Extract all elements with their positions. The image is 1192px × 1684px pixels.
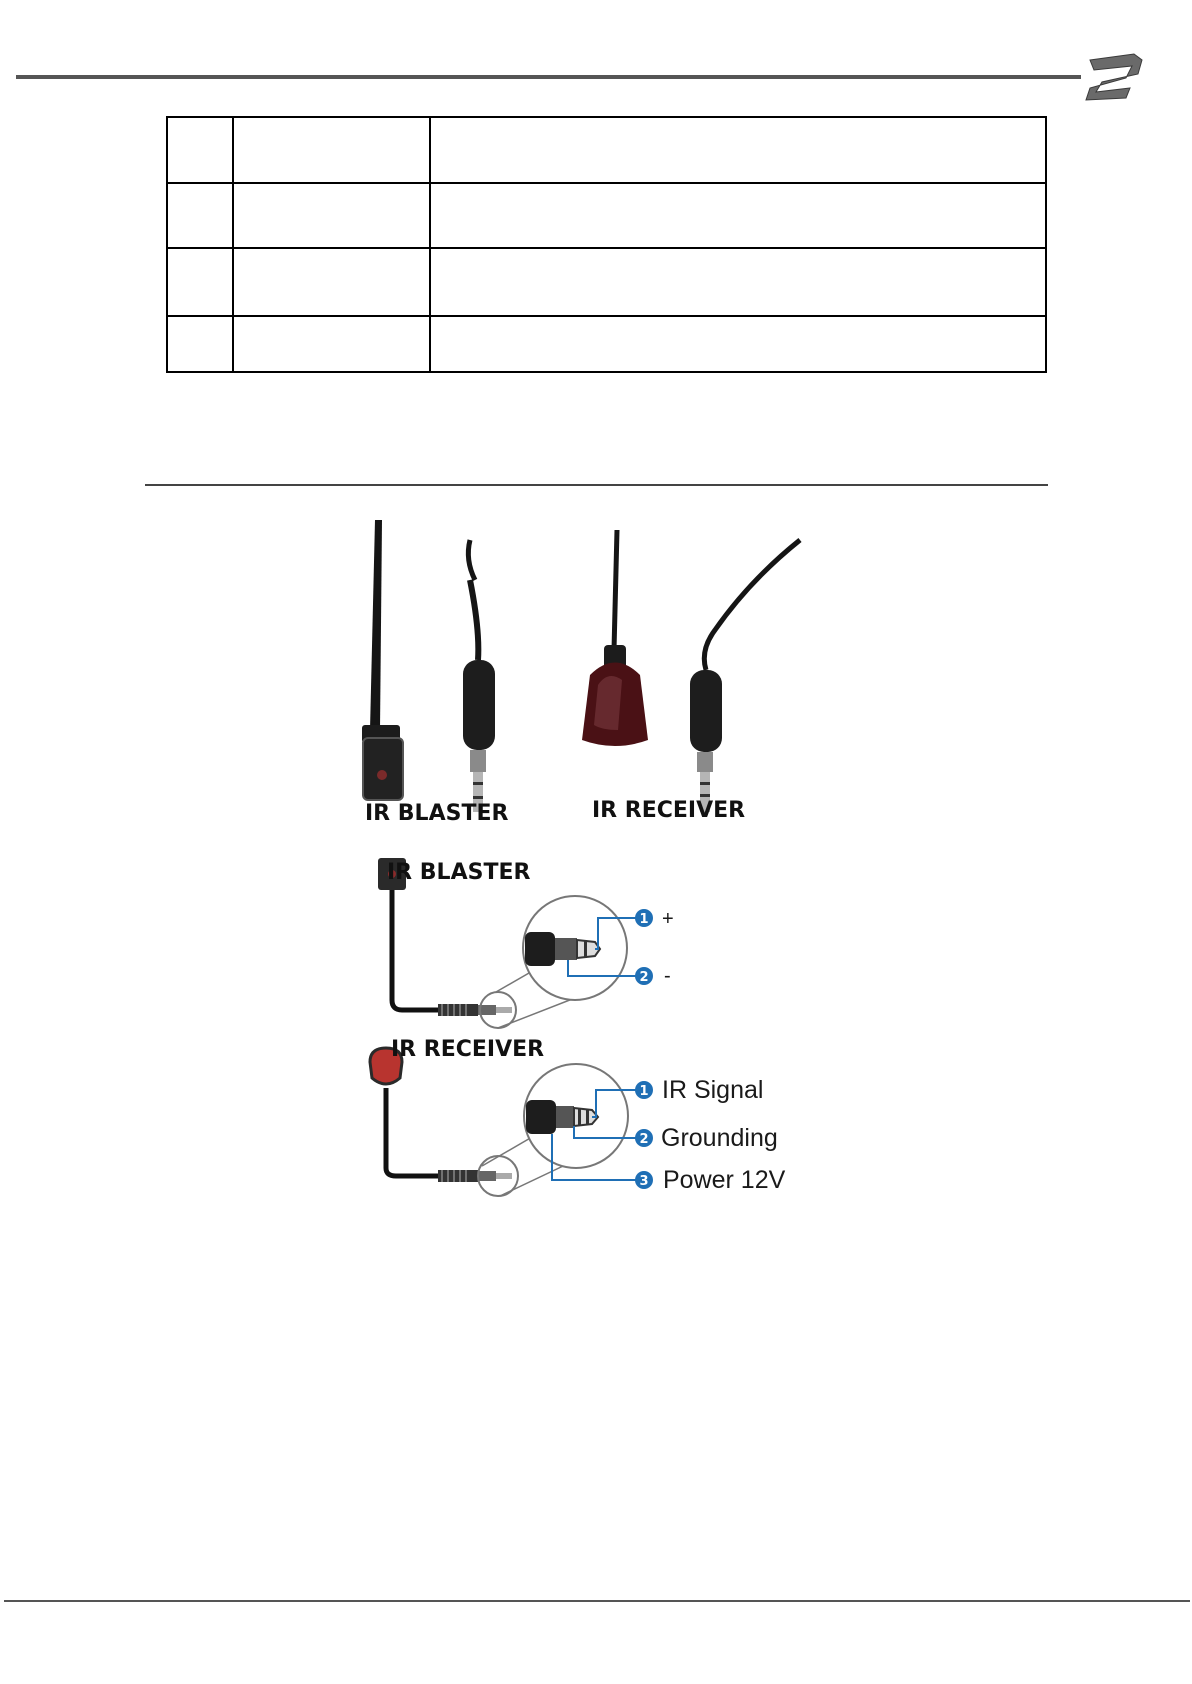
receiver-diagram bbox=[370, 1037, 786, 1196]
table-cell-num bbox=[167, 316, 233, 372]
section-rule bbox=[145, 484, 1048, 486]
svg-text:2: 2 bbox=[639, 1132, 649, 1147]
table-cell-label bbox=[233, 248, 430, 316]
table-cell-num bbox=[167, 117, 233, 183]
table-cell-num bbox=[167, 183, 233, 248]
table-row bbox=[167, 117, 1046, 183]
pin-badge-1-icon bbox=[635, 1081, 653, 1099]
pin-badge-2-icon bbox=[635, 967, 653, 985]
ir-wiring-diagram bbox=[330, 850, 890, 1200]
table-cell-desc bbox=[430, 316, 1046, 372]
receiver-pin-3-label: Power 12V bbox=[663, 1166, 786, 1194]
footer-rule bbox=[4, 1600, 1190, 1602]
blaster-small-plug-icon bbox=[438, 1004, 512, 1016]
table-cell-label bbox=[233, 316, 430, 372]
diagram-receiver-title: IR RECEIVER bbox=[391, 1037, 545, 1062]
table-cell-label bbox=[233, 183, 430, 248]
brand-logo-icon bbox=[1082, 52, 1146, 102]
diagram-blaster-title: IR BLASTER bbox=[387, 860, 531, 885]
receiver-pin-2-label: Grounding bbox=[661, 1124, 778, 1152]
table-cell-desc bbox=[430, 183, 1046, 248]
header-rule bbox=[16, 75, 1081, 79]
table-cell-desc bbox=[430, 248, 1046, 316]
table-row bbox=[167, 248, 1046, 316]
table-cell-desc bbox=[430, 117, 1046, 183]
photo-receiver-label: IR RECEIVER bbox=[592, 798, 746, 823]
spec-table bbox=[166, 116, 1047, 373]
svg-text:2: 2 bbox=[639, 970, 649, 985]
ir-blaster-emitter-icon bbox=[362, 520, 403, 800]
table-cell-label bbox=[233, 117, 430, 183]
ir-cables-photo bbox=[330, 520, 850, 840]
table-row bbox=[167, 183, 1046, 248]
pin-badge-1-icon bbox=[635, 909, 653, 927]
photo-blaster-label: IR BLASTER bbox=[365, 801, 509, 826]
svg-text:1: 1 bbox=[639, 1084, 649, 1099]
svg-text:3: 3 bbox=[639, 1174, 649, 1189]
receiver-jack-plug-icon bbox=[690, 540, 800, 812]
pin-badge-2-icon bbox=[635, 1129, 653, 1147]
ir-receiver-dome-icon bbox=[582, 530, 648, 746]
pin-badge-3-icon bbox=[635, 1171, 653, 1189]
table-row bbox=[167, 316, 1046, 372]
blaster-jack-plug-icon bbox=[463, 540, 495, 812]
blaster-diagram bbox=[378, 858, 674, 1028]
svg-text:1: 1 bbox=[639, 912, 649, 927]
receiver-pin-1-label: IR Signal bbox=[662, 1076, 764, 1104]
table-cell-num bbox=[167, 248, 233, 316]
blaster-pin-2-label: - bbox=[664, 965, 671, 987]
blaster-pin-1-label: + bbox=[662, 908, 674, 930]
receiver-small-plug-icon bbox=[438, 1170, 512, 1182]
